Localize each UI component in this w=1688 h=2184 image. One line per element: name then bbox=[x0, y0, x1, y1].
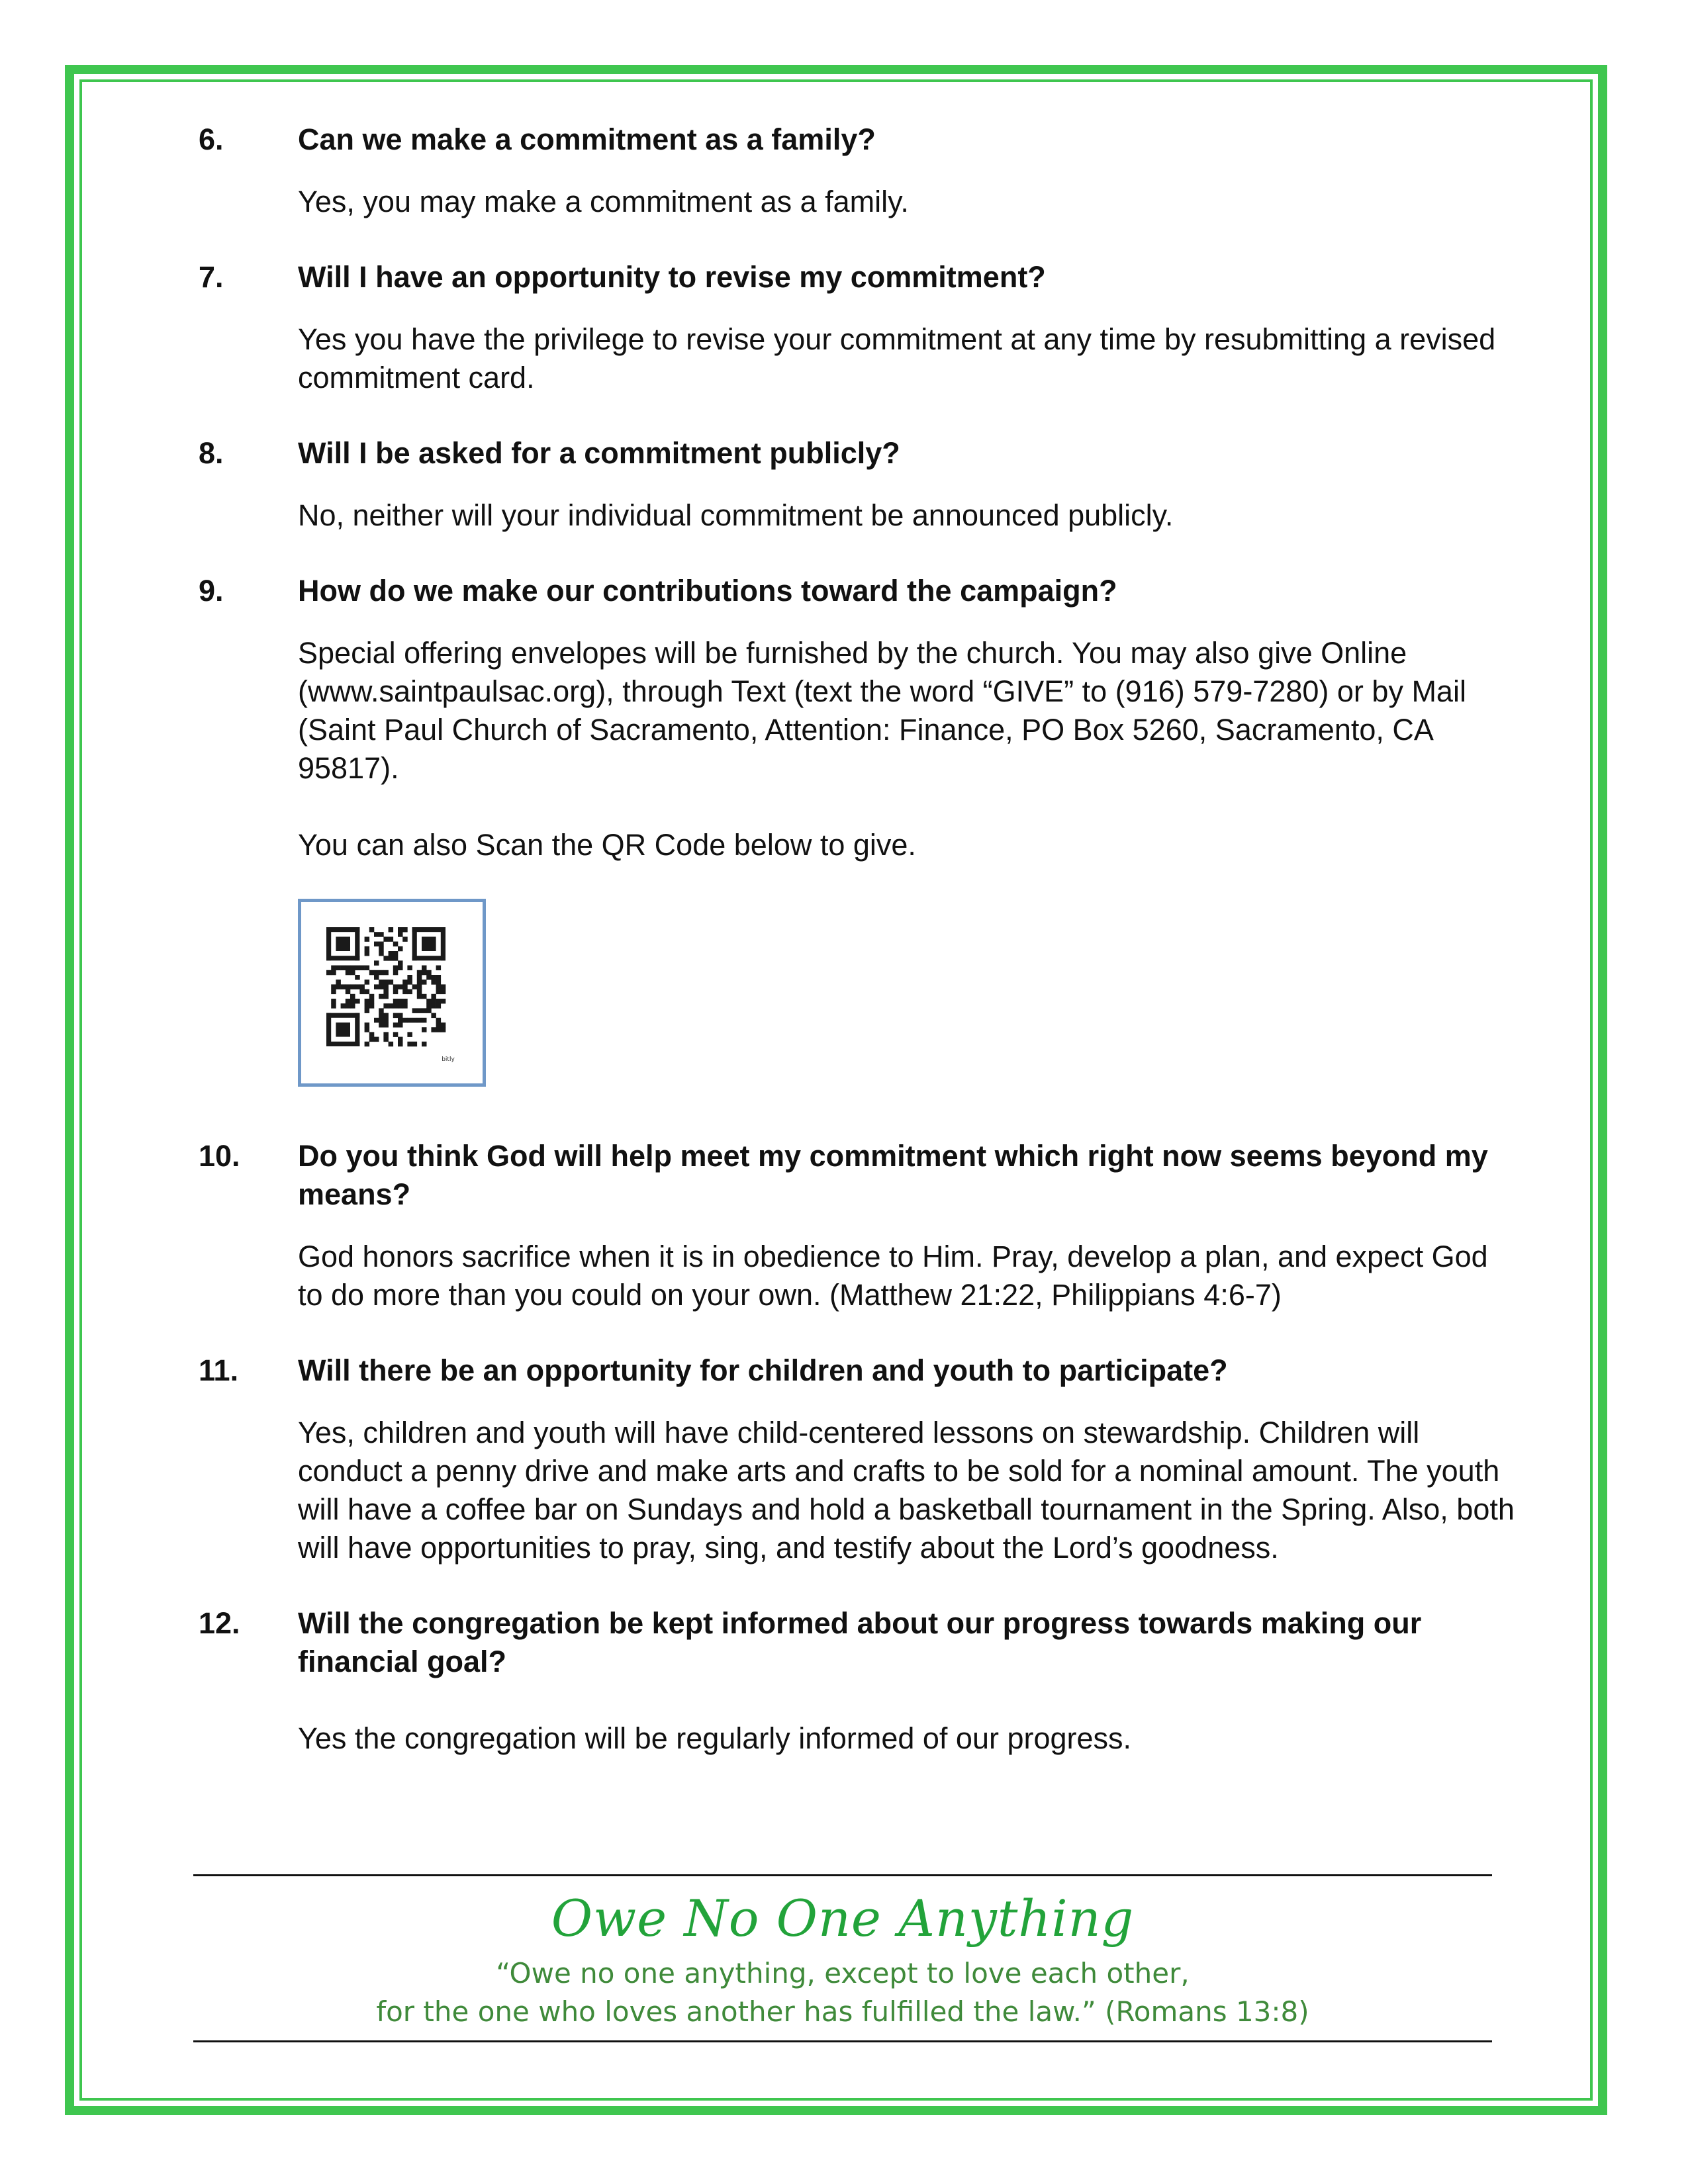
faq-question-text: How do we make our contributions toward the campaign? bbox=[298, 574, 1117, 608]
faq-answer bbox=[298, 320, 1516, 397]
footer-divider-top bbox=[193, 1874, 1492, 1876]
faq-number: 6. bbox=[199, 122, 224, 156]
faq-item-8 bbox=[199, 434, 1503, 535]
faq-answer-text: You can also Scan the QR Code below to give. bbox=[298, 828, 916, 862]
faq-number: 11. bbox=[199, 1353, 239, 1387]
faq-item-12 bbox=[199, 1604, 1503, 1758]
faq-list bbox=[199, 120, 1515, 1795]
footer-divider-bottom bbox=[193, 2040, 1492, 2042]
faq-number: 7. bbox=[199, 260, 224, 294]
faq-answer-text: Yes you have the privilege to revise your commitment at any time by resubmitting a revised commitment card. bbox=[298, 322, 1496, 394]
faq-question-text: Can we make a commitment as a family? bbox=[298, 122, 876, 156]
faq-item-10 bbox=[199, 1137, 1503, 1314]
faq-item-11 bbox=[199, 1351, 1515, 1567]
faq-answer bbox=[298, 183, 1516, 221]
qr-code[interactable] bbox=[298, 899, 486, 1087]
faq-question-text: Will there be an opportunity for children and youth to participate? bbox=[298, 1353, 1228, 1387]
faq-number: 9. bbox=[199, 574, 224, 608]
faq-item-6 bbox=[199, 120, 1503, 221]
faq-number: 8. bbox=[199, 436, 224, 470]
faq-answer-text: Yes the congregation will be regularly informed of our progress. bbox=[298, 1721, 1132, 1755]
faq-question-text: Do you think God will help meet my commitment which right now seems beyond my means? bbox=[298, 1139, 1488, 1211]
faq-answer bbox=[298, 1719, 1516, 1758]
faq-item-9 bbox=[199, 572, 1503, 1087]
campaign-slogan: Owe No One Anything bbox=[551, 1889, 1135, 1948]
faq-answer-text: Yes, you may make a commitment as a family. bbox=[298, 185, 909, 218]
faq-question bbox=[199, 1137, 1503, 1214]
faq-question bbox=[199, 258, 1503, 296]
footer bbox=[193, 1874, 1492, 2042]
faq-answer-text: God honors sacrifice when it is in obedience to Him. Pray, develop a plan, and expect God to do more than you could on your own. (Matthew 21:22, Philippians 4:6-7) bbox=[298, 1240, 1488, 1312]
faq-question-text: Will I have an opportunity to revise my commitment? bbox=[298, 260, 1046, 294]
verse-line-2: for the one who loves another has fulfilled the law.” (Romans 13:8) bbox=[376, 1995, 1309, 2028]
faq-question bbox=[199, 1351, 1503, 1390]
faq-answer bbox=[298, 1414, 1516, 1567]
faq-item-7 bbox=[199, 258, 1503, 397]
faq-answer bbox=[298, 1238, 1516, 1314]
faq-question bbox=[199, 1604, 1503, 1681]
faq-question bbox=[199, 434, 1503, 473]
faq-answer-text: Special offering envelopes will be furnished by the church. You may also give Online (www.saintpaulsac.org), through Text (text the word “GIVE” to (916) 579-7280) or by Mail (Saint Paul Church of Sacramento, Attention: Finance, PO Box 5260, Sacramento, CA 95817). bbox=[298, 636, 1466, 785]
qr-brand-label: bitly bbox=[442, 1056, 455, 1063]
faq-question-text: Will I be asked for a commitment publicly? bbox=[298, 436, 900, 470]
faq-answer bbox=[298, 496, 1516, 535]
faq-answer-text: Yes, children and youth will have child-centered lessons on stewardship. Children will conduct a penny drive and make arts and crafts to be sold for a nominal amount. The youth will have a coffee bar on Sundays and hold a basketball tournament in the Spring. Also, both will have opportunities to pray, sing, and testify about the Lord’s goodness. bbox=[298, 1416, 1515, 1565]
faq-question bbox=[199, 120, 1503, 159]
faq-answer-text: No, neither will your individual commitment be announced publicly. bbox=[298, 498, 1174, 532]
verse-line-1: “Owe no one anything, except to love each other, bbox=[496, 1957, 1190, 1989]
faq-answer bbox=[298, 634, 1516, 864]
faq-number: 10. bbox=[199, 1139, 240, 1173]
qr-code-icon bbox=[321, 922, 463, 1064]
faq-number: 12. bbox=[199, 1606, 240, 1640]
faq-question-text: Will the congregation be kept informed about our progress towards making our financial goal? bbox=[298, 1606, 1422, 1678]
faq-question bbox=[199, 572, 1503, 610]
